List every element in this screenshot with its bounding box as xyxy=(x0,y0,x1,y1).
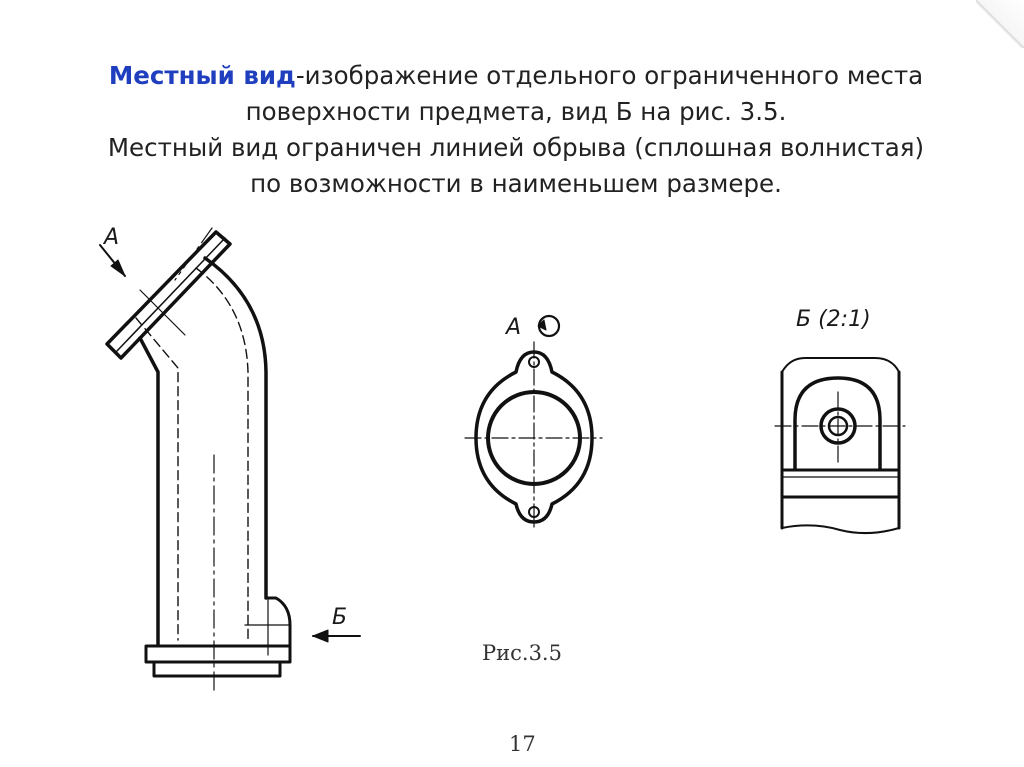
top-flange xyxy=(107,232,230,358)
page-number: 17 xyxy=(509,732,536,756)
side-boss xyxy=(266,598,290,648)
view-a-flange xyxy=(465,316,602,528)
figure-caption: Рис.3.5 xyxy=(482,641,562,665)
view-b-arrow xyxy=(313,630,360,642)
pipe-drawing xyxy=(100,228,360,695)
note-text: Местный вид ограничен линией обрыва (сплошная волнистая) по возможности в наименьшем размере. xyxy=(107,133,925,198)
view-a-title: А xyxy=(506,315,522,340)
view-b-arrow-label: Б xyxy=(332,605,348,630)
local-flange-band xyxy=(782,470,899,497)
view-b-local xyxy=(775,358,905,533)
view-b-title: Б (2:1) xyxy=(796,307,871,332)
break-line-bottom xyxy=(782,525,899,533)
pipe-left-wall xyxy=(140,338,158,645)
term-local-view: Местный вид xyxy=(108,61,296,90)
pipe-right-wall xyxy=(205,258,266,598)
break-line-top xyxy=(782,358,899,372)
view-a-arrow-label: А xyxy=(104,225,120,250)
definition-text: -изображение отдельного ограниченного места поверхности предмета, вид Б на рис. 3.5. xyxy=(245,61,924,126)
